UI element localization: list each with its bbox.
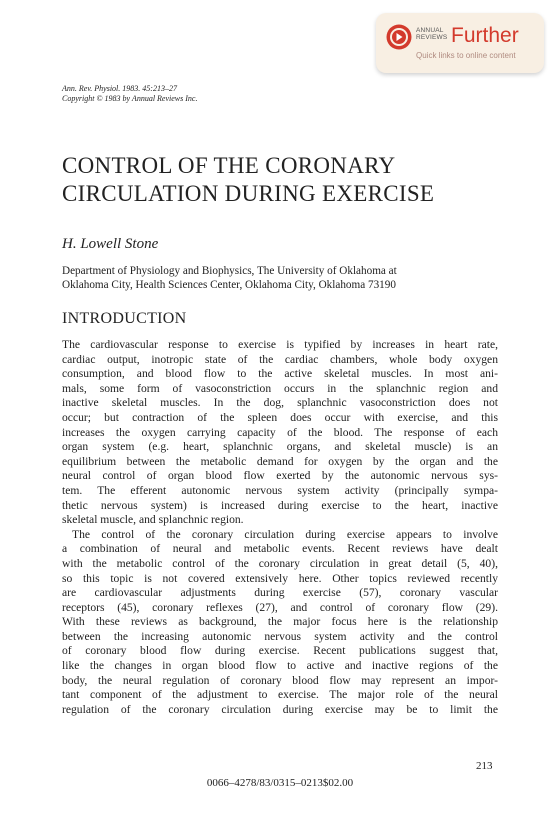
body-line: inactive skeletal muscles. In the dog, splanchnic vasoconstriction does not bbox=[62, 396, 498, 410]
author-name: H. Lowell Stone bbox=[62, 236, 159, 252]
annual-reviews-further-badge[interactable] bbox=[376, 13, 544, 73]
body-line: with the metabolic control of the coronary circulation in great detail (5, 40), bbox=[62, 556, 498, 570]
section-heading-introduction: INTRODUCTION bbox=[62, 310, 187, 327]
citation-journal: Ann. Rev. Physiol. 1983. 45:213–27 bbox=[62, 84, 177, 93]
body-line: consumption, and blood flow to the active skeletal muscles. In most ani- bbox=[62, 367, 498, 381]
brand-wordmark: ANNUAL REVIEWS bbox=[416, 27, 448, 41]
author-affiliation: Department of Physiology and Biophysics, The University of Oklahoma at Oklahoma City, Health Sciences Center, Oklahoma City, Oklahoma 73190 bbox=[62, 265, 397, 291]
body-line: like the changes in organ blood flow to active and inactive regions of the bbox=[62, 659, 498, 673]
body-line: With these reviews as background, the major focus here is the relationship bbox=[62, 615, 498, 629]
body-line: a combination of neural and metabolic events. Recent reviews have dealt bbox=[62, 542, 498, 556]
body-line: increases the oxygen carrying capacity of the blood. The response of each bbox=[62, 425, 498, 439]
article-title: CONTROL OF THE CORONARY CIRCULATION DURING EXERCISE bbox=[62, 153, 435, 206]
further-label: Further bbox=[451, 24, 519, 47]
body-line: skeletal muscle, and splanchnic region. bbox=[62, 513, 244, 527]
body-line: of coronary blood flow during exercise. Recent publications suggest that, bbox=[62, 644, 498, 658]
body-line: tant component of the adjustment to exercise. The major role of the neural bbox=[62, 688, 498, 702]
body-line: equilibrium between the metabolic demand for oxygen by the organ and the bbox=[62, 454, 498, 468]
body-line: The control of the coronary circulation during exercise appears to involve bbox=[72, 527, 498, 541]
citation-copyright: Copyright © 1983 by Annual Reviews Inc. bbox=[62, 94, 198, 103]
annual-reviews-logo-icon bbox=[386, 24, 412, 50]
body-line: thetic nervous system) is increased during exercise to the heart, inactive bbox=[62, 498, 498, 512]
body-line: organ system (e.g. heart, splanchnic organs, and skeletal muscle) is an bbox=[62, 440, 498, 454]
body-line: body, the neural regulation of coronary blood flow may represent an impor- bbox=[62, 673, 498, 687]
citation bbox=[62, 84, 197, 104]
page-number: 213 bbox=[476, 760, 493, 772]
body-line: cardiac output, inotropic state of the cardiac chambers, whole body oxygen bbox=[62, 352, 498, 366]
body-line: receptors (45), coronary reflexes (27), and control of coronary flow (29). bbox=[62, 600, 498, 614]
price-code: 0066–4278/83/0315–0213$02.00 bbox=[206, 777, 354, 789]
body-text bbox=[62, 338, 498, 717]
body-line: between the increasing autonomic nervous system activity and the control bbox=[62, 629, 498, 643]
body-line: tem. The efferent autonomic nervous system activity (principally sympa- bbox=[62, 483, 498, 497]
body-line: regulation of the coronary circulation during exercise may be to limit the bbox=[62, 702, 498, 716]
body-line: are cardiovascular adjustments during exercise (57), coronary vascular bbox=[62, 586, 498, 600]
body-line: neural control of organ blood flow exerted by the autonomic nervous sys- bbox=[62, 469, 498, 483]
body-line: mals, some form of vasoconstriction occurs in the splanchnic region and bbox=[62, 381, 498, 395]
body-line: occur; but contraction of the spleen does occur with exercise, and this bbox=[62, 410, 498, 424]
body-line: so this topic is not covered extensively here. Other topics reviewed recently bbox=[62, 571, 498, 585]
quick-links-tagline[interactable]: Quick links to online content bbox=[416, 51, 516, 60]
body-line: The cardiovascular response to exercise is typified by increases in heart rate, bbox=[62, 338, 498, 351]
